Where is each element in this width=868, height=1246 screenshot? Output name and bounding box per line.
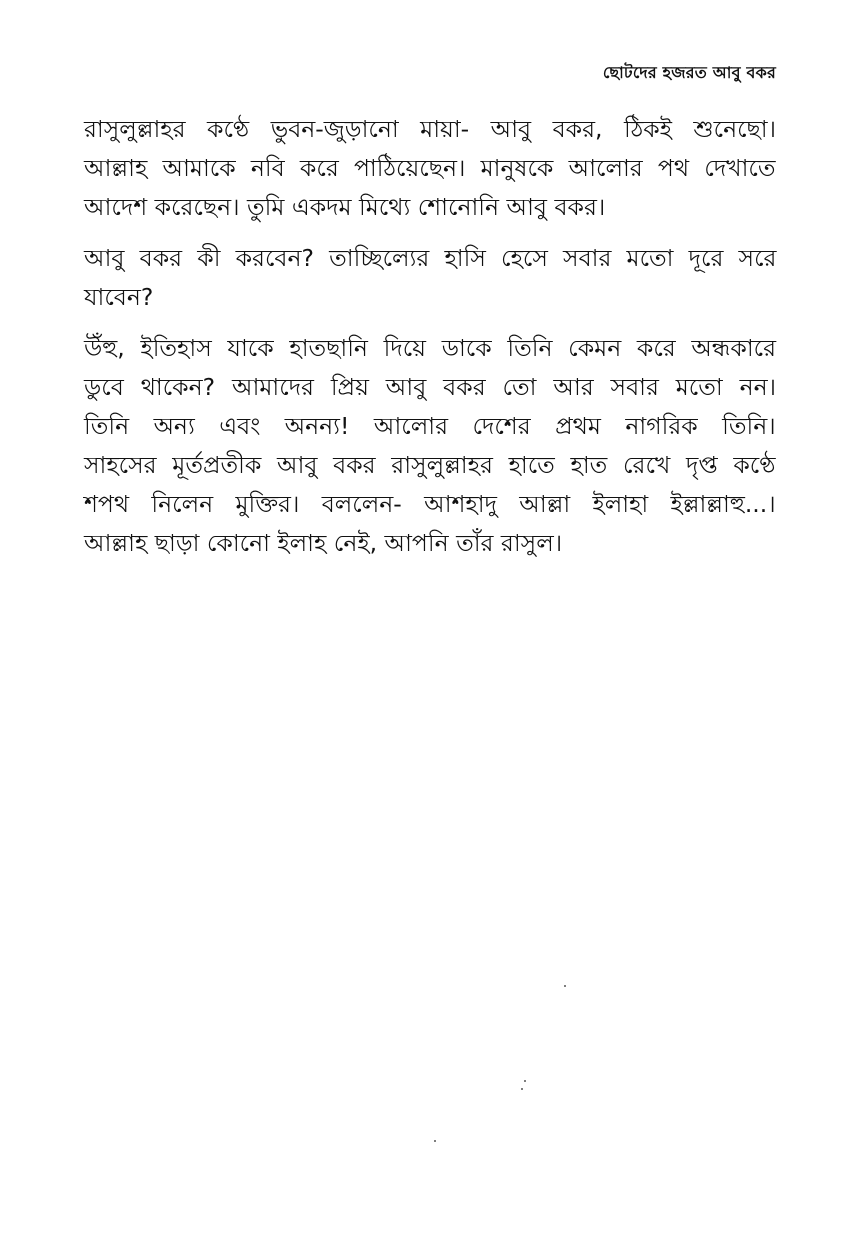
text-line: রাসুলুল্লাহর কণ্ঠে ভুবন-জুড়ানো মায়া- আবু বকর, ঠিকই শুনেছো। (84, 115, 776, 143)
text-line: যাবেন? (84, 283, 154, 311)
body-text (84, 110, 776, 575)
scan-speck (524, 1080, 526, 1082)
text-line: আল্লাহ আমাকে নবি করে পাঠিয়েছেন। মানুষকে আলোর পথ দেখাতে (84, 154, 776, 182)
paragraph-3 (84, 329, 776, 563)
text-line: ডুবে থাকেন? আমাদের প্রিয় আবু বকর তো আর সবার মতো নন। (84, 373, 777, 401)
text-line: আল্লাহ ছাড়া কোনো ইলাহ নেই, আপনি তাঁর রাসুল। (84, 529, 563, 557)
text-line: তিনি অন্য এবং অনন্য! আলোর দেশের প্রথম নাগরিক তিনি। (84, 412, 776, 440)
scan-speck (521, 1088, 523, 1090)
scan-speck (434, 1140, 436, 1142)
text-line: আদেশ করেছেন। তুমি একদম মিথ্যে শোনোনি আবু বকর। (84, 193, 606, 221)
paragraph-1 (84, 110, 776, 227)
text-line: সাহসের মূর্তপ্রতীক আবু বকর রাসুলুল্লাহর হাতে হাত রেখে দৃপ্ত কণ্ঠে (84, 451, 776, 479)
paragraph-2 (84, 239, 776, 317)
text-line: শপথ নিলেন মুক্তির। বললেন- আশহাদু আল্লা ইলাহা ইল্লাল্লাহু...। (84, 490, 776, 518)
running-header: ছোটদের হজরত আবু বকর (602, 63, 776, 82)
scan-speck (564, 985, 566, 987)
text-line: উঁহু, ইতিহাস যাকে হাতছানি দিয়ে ডাকে তিনি কেমন করে অন্ধকারে (84, 334, 777, 362)
text-line: আবু বকর কী করবেন? তাচ্ছিল্যের হাসি হেসে সবার মতো দূরে সরে (84, 244, 777, 272)
